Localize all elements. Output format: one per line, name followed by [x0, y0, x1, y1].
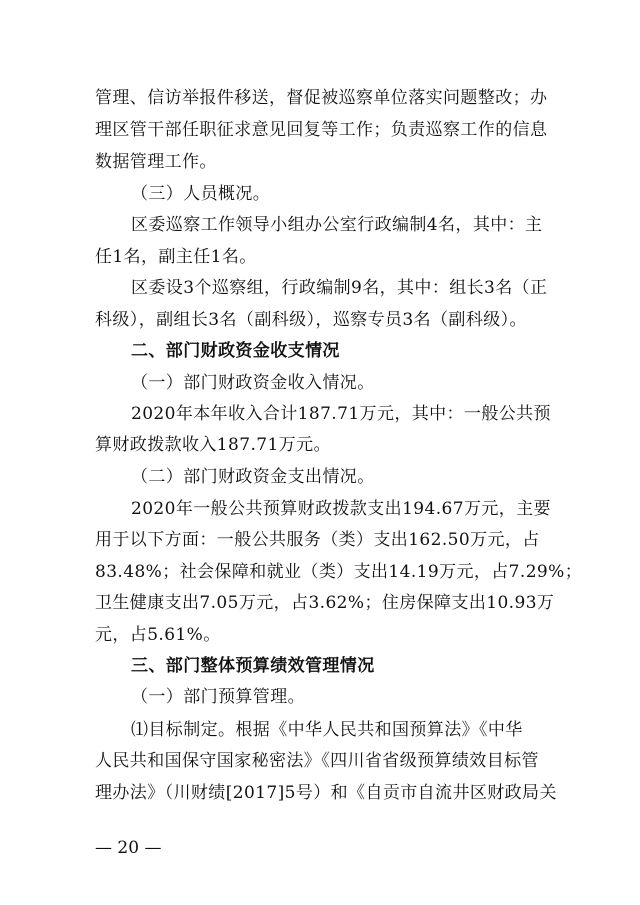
paragraph-line: 区委巡察工作领导小组办公室行政编制4名，其中：主 [131, 215, 543, 235]
paragraph-line: 任1名，副主任1名。 [95, 247, 257, 267]
paragraph-line: 卫生健康支出7.05万元，占3.62%；住房保障支出10.93万 [95, 593, 555, 613]
paragraph-line: 理区管干部任职征求意见回复等工作；负责巡察工作的信息 [95, 120, 548, 140]
section-heading: 三、部门整体预算绩效管理情况 [131, 656, 375, 676]
paragraph-line: 科级），副组长3名（副科级），巡察专员3名（副科级）。 [95, 310, 527, 330]
page-number: — 20 — [95, 838, 162, 858]
paragraph-line: 2020年本年收入合计187.71万元，其中：一般公共预 [131, 404, 551, 424]
paragraph-line: 83.48%；社会保障和就业（类）支出14.19万元，占7.29%； [95, 562, 583, 582]
paragraph-line: 用于以下方面：一般公共服务（类）支出162.50万元，占 [95, 530, 540, 550]
section-subheading: （二）部门财政资金支出情况。 [131, 467, 375, 487]
paragraph-line: 人民共和国保守国家秘密法》《四川省省级预算绩效目标管 [95, 751, 539, 771]
paragraph-line: 区委设3个巡察组，行政编制9名，其中：组长3名（正 [131, 278, 548, 298]
paragraph-line: 2020年一般公共预算财政拨款支出194.67万元，主要 [131, 499, 551, 519]
paragraph-line: 数据管理工作。 [95, 152, 217, 172]
paragraph-line: 管理、信访举报件移送，督促被巡察单位落实问题整改；办 [95, 88, 548, 108]
paragraph-line: ⑴目标制定。根据《中华人民共和国预算法》《中华 [131, 720, 523, 740]
paragraph-line: 理办法》（川财绩[2017]5号）和《自贡市自流井区财政局关 [95, 783, 557, 803]
section-subheading: （三）人员概况。 [131, 184, 271, 204]
section-subheading: （一）部门预算管理。 [131, 687, 305, 707]
section-heading: 二、部门财政资金收支情况 [131, 341, 340, 361]
paragraph-line: 算财政拨款收入187.71万元。 [95, 435, 331, 455]
paragraph-line: 元，占5.61%。 [95, 625, 221, 645]
section-subheading: （一）部门财政资金收入情况。 [131, 373, 375, 393]
